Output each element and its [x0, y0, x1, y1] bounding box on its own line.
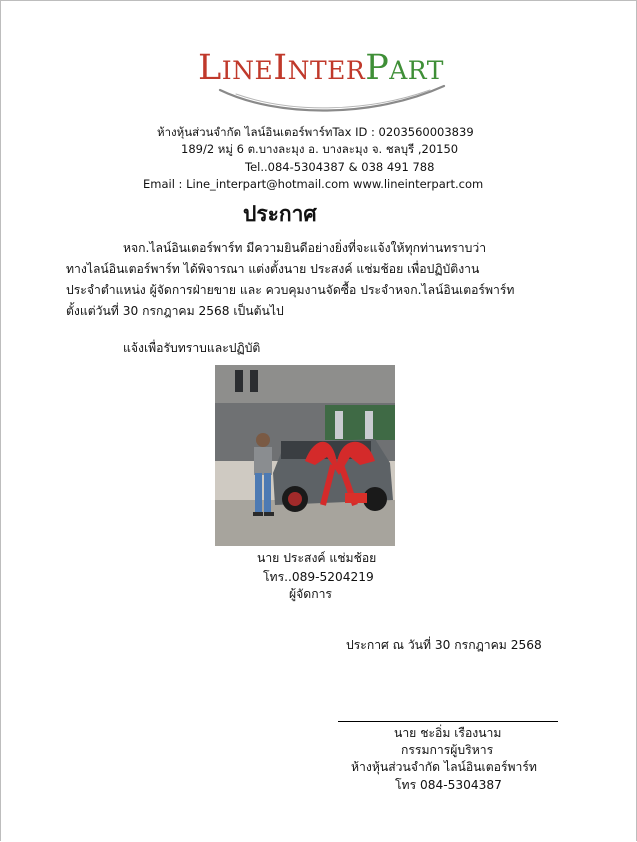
caption-phone: โทร..089-5204219: [263, 570, 374, 584]
logo-swoosh-icon: [198, 82, 453, 116]
manager-photo: [215, 365, 395, 546]
body-line-2: ทางไลน์อินเตอร์พาร์ท ได้พิจารณา แต่งตั้งนาย ประสงค์ แช่มช้อย เพื่อปฏิบัติงาน: [66, 262, 480, 276]
body-line-1: หจก.ไลน์อินเตอร์พาร์ท มีความยินดีอย่างยิ่งที่จะแจ้งให้ทุกท่านทราบว่า: [123, 241, 487, 255]
signature-line: [338, 721, 558, 722]
signer-title: กรรมการผู้บริหาร: [401, 743, 494, 757]
company-tel: Tel..084-5304387 & 038 491 788: [245, 160, 435, 174]
company-tax-id: ห้างหุ้นส่วนจำกัด ไลน์อินเตอร์พาร์ทTax ID : 0203560003839: [157, 125, 474, 139]
body-line-3: ประจำตำแหน่ง ผู้จัดการฝ่ายขาย และ ควบคุมงานจัดซื้อ ประจำหจก.ไลน์อินเตอร์พาร์ท: [66, 283, 515, 297]
signer-phone: โทร 084-5304387: [395, 778, 502, 792]
logo-text-part: Part: [365, 48, 444, 88]
page-title: ประกาศ: [243, 202, 317, 226]
notice-line: แจ้งเพื่อรับทราบและปฏิบัติ: [123, 341, 261, 355]
signer-company: ห้างหุ้นส่วนจำกัด ไลน์อินเตอร์พาร์ท: [351, 760, 537, 774]
signer-name: นาย ชะอิ่ม เรืองนาม: [394, 726, 502, 740]
caption-position: ผู้จัดการ: [289, 587, 332, 601]
caption-name: นาย ประสงค์ แช่มช้อย: [257, 551, 377, 565]
announce-date: ประกาศ ณ วันที่ 30 กรกฎาคม 2568: [346, 638, 542, 652]
body-line-4: ตั้งแต่วันที่ 30 กรกฎาคม 2568 เป็นต้นไป: [66, 304, 284, 318]
company-address: 189/2 หมู่ 6 ต.บางละมุง อ. บางละมุง จ. ชลบุรี ,20150: [181, 142, 459, 156]
company-email-web: Email : Line_interpart@hotmail.com www.lineinterpart.com: [143, 177, 484, 191]
logo-text-line-inter: LineInter: [198, 48, 366, 88]
company-logo: [198, 48, 458, 118]
